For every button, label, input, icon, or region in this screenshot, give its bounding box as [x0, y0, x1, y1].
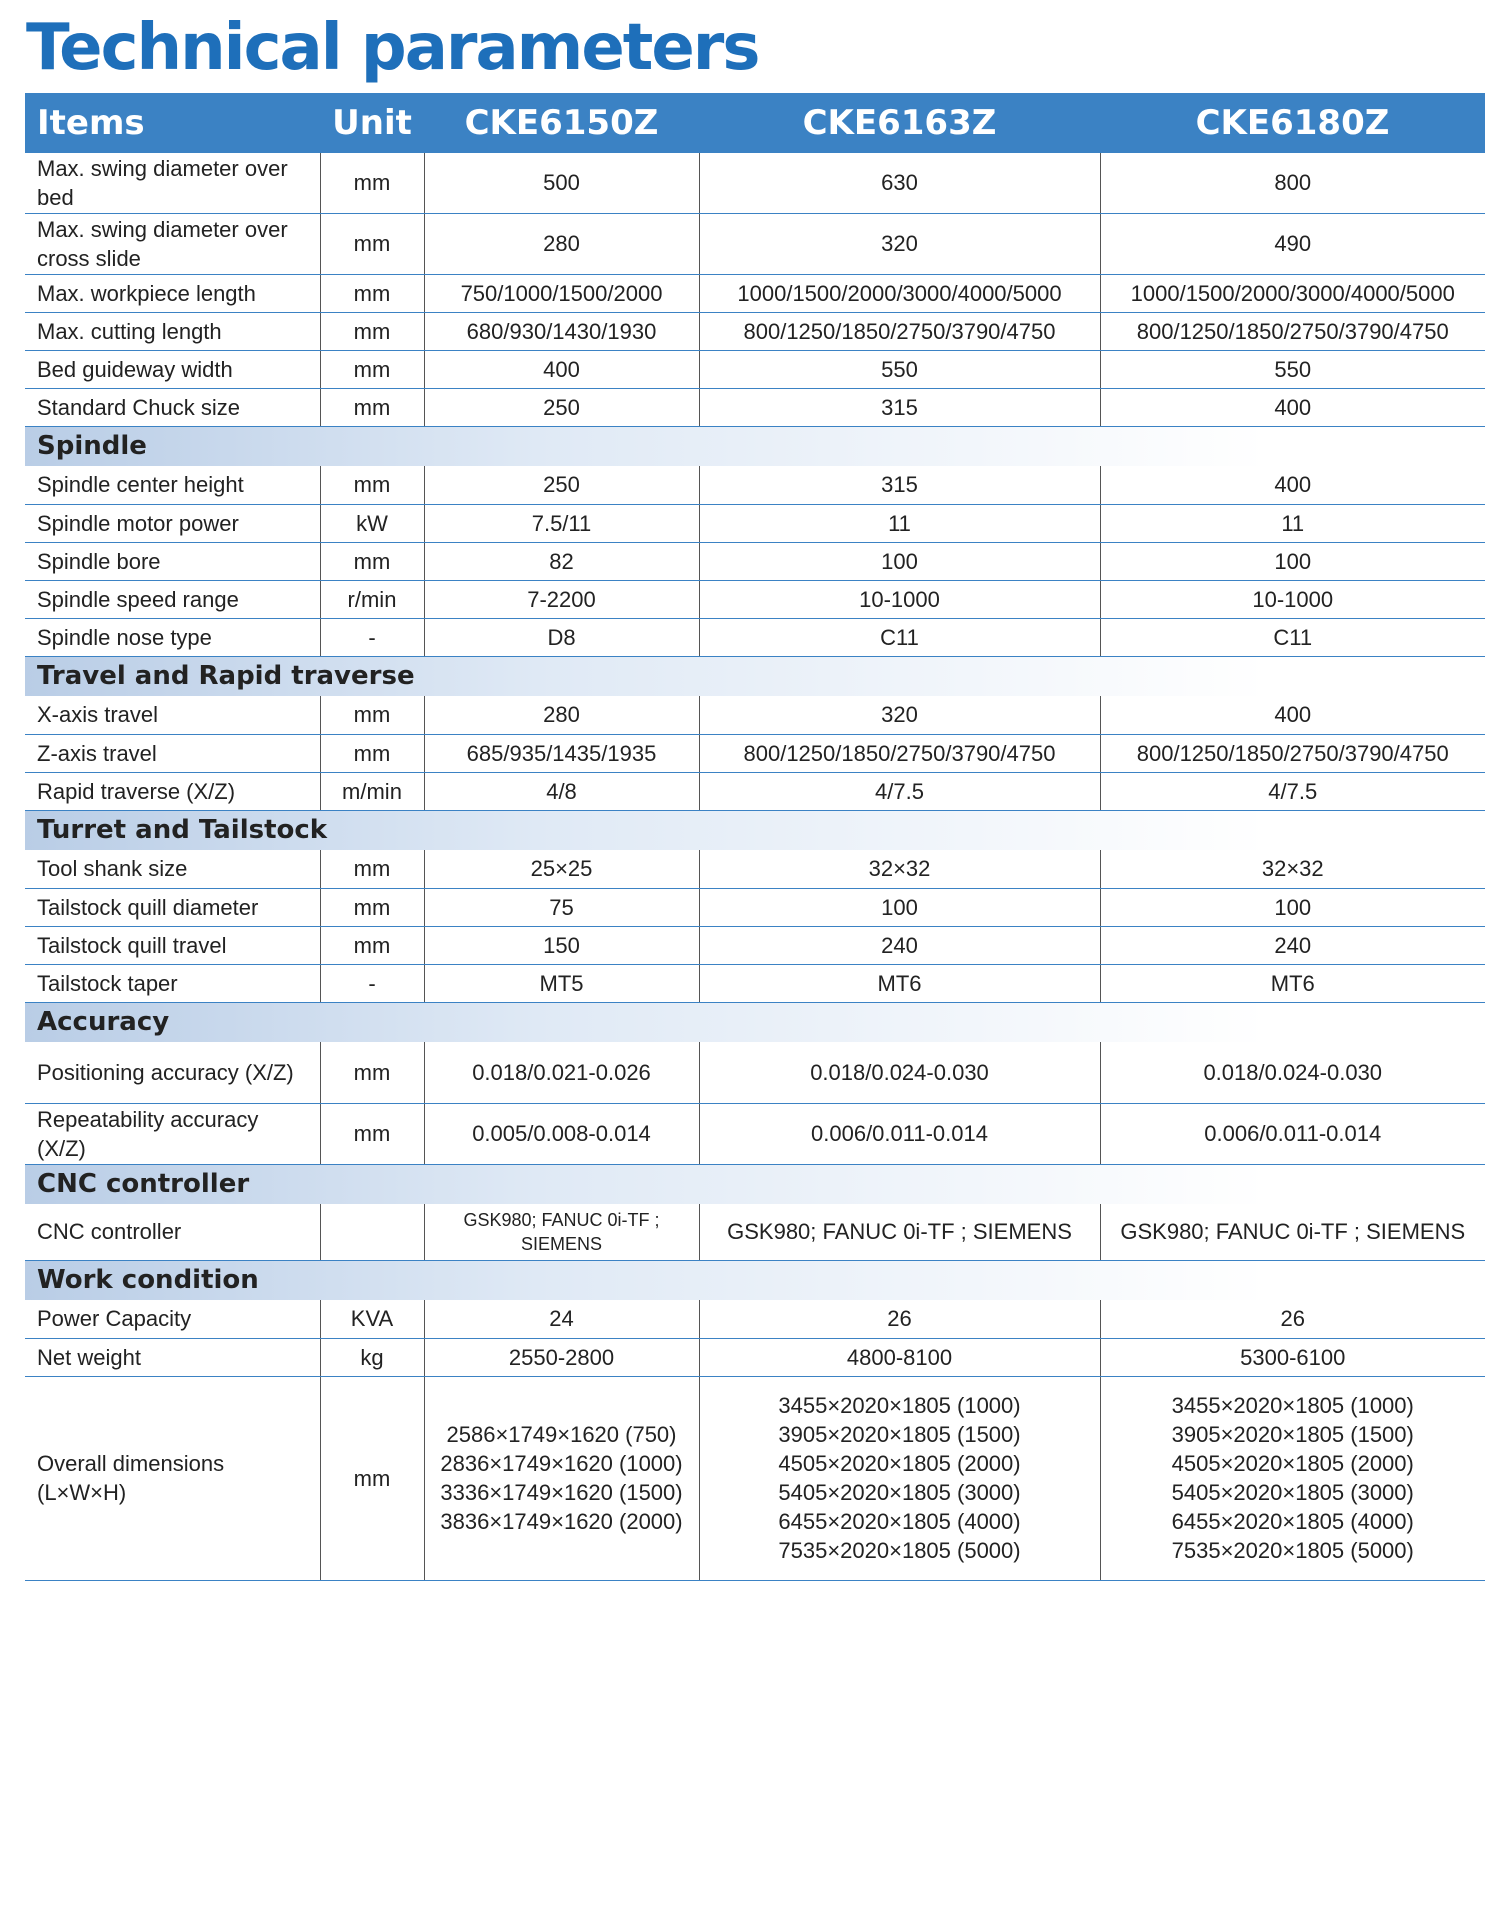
value-cell: 0.018/0.024-0.030 [1100, 1042, 1485, 1103]
value-cell [424, 1376, 699, 1580]
value-cell: 24 [424, 1300, 699, 1338]
table-row [25, 542, 1485, 580]
value-cell: 0.006/0.011-0.014 [1100, 1103, 1485, 1164]
unit-cell: mm [320, 696, 424, 734]
section-row [25, 1164, 1485, 1204]
section-row [25, 1260, 1485, 1300]
value-cell: 0.018/0.021-0.026 [424, 1042, 699, 1103]
value-cell: 100 [1100, 888, 1485, 926]
item-cell: Repeatability accuracy (X/Z) [25, 1103, 320, 1164]
item-cell: Bed guideway width [25, 350, 320, 388]
unit-cell: mm [320, 466, 424, 504]
header-model-2: CKE6163Z [699, 93, 1100, 153]
section-title: Travel and Rapid traverse [25, 656, 1485, 696]
item-cell: Tailstock quill diameter [25, 888, 320, 926]
table-row [25, 213, 1485, 274]
dimension-line: 4505×2020×1805 (2000) [1171, 1451, 1414, 1476]
value-cell: 7-2200 [424, 580, 699, 618]
value-cell: 280 [424, 696, 699, 734]
unit-cell: mm [320, 734, 424, 772]
item-cell: Rapid traverse (X/Z) [25, 772, 320, 810]
value-cell: 315 [699, 388, 1100, 426]
value-cell: 1000/1500/2000/3000/4000/5000 [1100, 274, 1485, 312]
value-cell: 4/7.5 [1100, 772, 1485, 810]
value-cell: 11 [1100, 504, 1485, 542]
value-cell: 550 [1100, 350, 1485, 388]
dimension-line: 3455×2020×1805 (1000) [778, 1393, 1021, 1418]
dimension-line: 6455×2020×1805 (4000) [778, 1509, 1021, 1534]
value-cell: MT6 [1100, 964, 1485, 1002]
section-row [25, 1002, 1485, 1042]
item-cell: Max. workpiece length [25, 274, 320, 312]
table-row [25, 580, 1485, 618]
value-cell: 550 [699, 350, 1100, 388]
value-cell: 240 [699, 926, 1100, 964]
value-cell: 280 [424, 213, 699, 274]
item-cell: Spindle center height [25, 466, 320, 504]
unit-cell: mm [320, 388, 424, 426]
value-cell: 10-1000 [1100, 580, 1485, 618]
value-cell: 26 [1100, 1300, 1485, 1338]
dimension-line: 4505×2020×1805 (2000) [778, 1451, 1021, 1476]
unit-cell: mm [320, 888, 424, 926]
value-cell: 82 [424, 542, 699, 580]
item-cell: Max. swing diameter over bed [25, 153, 320, 213]
value-cell: 1000/1500/2000/3000/4000/5000 [699, 274, 1100, 312]
section-title: Accuracy [25, 1002, 1485, 1042]
unit-cell: kg [320, 1338, 424, 1376]
dimension-line: 7535×2020×1805 (5000) [778, 1538, 1021, 1563]
section-title: Turret and Tailstock [25, 810, 1485, 850]
item-cell: X-axis travel [25, 696, 320, 734]
value-cell: 800/1250/1850/2750/3790/4750 [699, 734, 1100, 772]
value-cell: MT5 [424, 964, 699, 1002]
value-cell: 0.006/0.011-0.014 [699, 1103, 1100, 1164]
unit-cell: mm [320, 542, 424, 580]
section-row [25, 426, 1485, 466]
section-title: CNC controller [25, 1164, 1485, 1204]
unit-cell: kW [320, 504, 424, 542]
unit-cell [320, 1204, 424, 1260]
value-cell: 4/8 [424, 772, 699, 810]
item-cell: Max. swing diameter over cross slide [25, 213, 320, 274]
table-body [25, 153, 1485, 1580]
table-row [25, 1042, 1485, 1103]
unit-cell: mm [320, 926, 424, 964]
dimension-line: 7535×2020×1805 (5000) [1171, 1538, 1414, 1563]
dimension-line: 2836×1749×1620 (1000) [440, 1451, 683, 1476]
item-cell: Net weight [25, 1338, 320, 1376]
table-row [25, 772, 1485, 810]
header-model-1: CKE6150Z [424, 93, 699, 153]
unit-cell: - [320, 618, 424, 656]
item-cell: Z-axis travel [25, 734, 320, 772]
value-cell: 26 [699, 1300, 1100, 1338]
item-cell: Spindle speed range [25, 580, 320, 618]
spec-table [25, 93, 1485, 1581]
item-cell: Positioning accuracy (X/Z) [25, 1042, 320, 1103]
value-cell: 75 [424, 888, 699, 926]
table-row [25, 1204, 1485, 1260]
value-cell: 250 [424, 466, 699, 504]
item-cell: Tailstock quill travel [25, 926, 320, 964]
value-cell: 800/1250/1850/2750/3790/4750 [1100, 312, 1485, 350]
value-cell: 7.5/11 [424, 504, 699, 542]
value-cell: 250 [424, 388, 699, 426]
dimension-line: 3455×2020×1805 (1000) [1171, 1393, 1414, 1418]
unit-cell: mm [320, 350, 424, 388]
value-cell: 800 [1100, 153, 1485, 213]
value-cell: 400 [1100, 466, 1485, 504]
header-row [25, 93, 1485, 153]
value-cell: GSK980; FANUC 0i-TF ; SIEMENS [1100, 1204, 1485, 1260]
item-cell: CNC controller [25, 1204, 320, 1260]
unit-cell: - [320, 964, 424, 1002]
value-cell: 32×32 [1100, 850, 1485, 888]
table-row [25, 734, 1485, 772]
header-items: Items [25, 93, 320, 153]
unit-cell: KVA [320, 1300, 424, 1338]
table-row [25, 888, 1485, 926]
dimension-line: 3336×1749×1620 (1500) [440, 1480, 683, 1505]
value-cell: 240 [1100, 926, 1485, 964]
value-cell: D8 [424, 618, 699, 656]
value-cell: 2550-2800 [424, 1338, 699, 1376]
value-cell: 100 [1100, 542, 1485, 580]
value-cell: 680/930/1430/1930 [424, 312, 699, 350]
table-row [25, 618, 1485, 656]
value-cell: 315 [699, 466, 1100, 504]
unit-cell: mm [320, 1103, 424, 1164]
unit-cell: m/min [320, 772, 424, 810]
item-cell: Spindle nose type [25, 618, 320, 656]
value-cell: 630 [699, 153, 1100, 213]
dimension-line: 3905×2020×1805 (1500) [778, 1422, 1021, 1447]
value-cell: 32×32 [699, 850, 1100, 888]
item-cell: Tool shank size [25, 850, 320, 888]
value-cell: 685/935/1435/1935 [424, 734, 699, 772]
item-cell: Tailstock taper [25, 964, 320, 1002]
section-row [25, 656, 1485, 696]
table-row [25, 388, 1485, 426]
value-cell: 150 [424, 926, 699, 964]
dimension-line: 3905×2020×1805 (1500) [1171, 1422, 1414, 1447]
value-cell: 10-1000 [699, 580, 1100, 618]
table-row [25, 153, 1485, 213]
value-cell: 100 [699, 542, 1100, 580]
table-row [25, 312, 1485, 350]
table-row [25, 850, 1485, 888]
unit-cell: mm [320, 213, 424, 274]
value-cell [699, 1376, 1100, 1580]
item-cell: Power Capacity [25, 1300, 320, 1338]
item-cell: Spindle motor power [25, 504, 320, 542]
table-row [25, 274, 1485, 312]
value-cell: GSK980; FANUC 0i-TF ; SIEMENS [424, 1204, 699, 1260]
item-cell: Spindle bore [25, 542, 320, 580]
unit-cell: mm [320, 312, 424, 350]
header-model-3: CKE6180Z [1100, 93, 1485, 153]
table-row [25, 964, 1485, 1002]
value-cell: 400 [1100, 388, 1485, 426]
value-cell: C11 [699, 618, 1100, 656]
value-cell: 25×25 [424, 850, 699, 888]
value-cell: 320 [699, 696, 1100, 734]
table-row [25, 696, 1485, 734]
value-cell: 4/7.5 [699, 772, 1100, 810]
section-title: Work condition [25, 1260, 1485, 1300]
section-title: Spindle [25, 426, 1485, 466]
value-cell: 0.018/0.024-0.030 [699, 1042, 1100, 1103]
value-cell: 490 [1100, 213, 1485, 274]
unit-cell: mm [320, 1376, 424, 1580]
item-cell: Max. cutting length [25, 312, 320, 350]
item-cell: Overall dimensions (L×W×H) [25, 1376, 320, 1580]
value-cell: 800/1250/1850/2750/3790/4750 [1100, 734, 1485, 772]
value-cell: MT6 [699, 964, 1100, 1002]
dimension-line: 2586×1749×1620 (750) [446, 1422, 677, 1447]
table-row [25, 466, 1485, 504]
dimension-line: 5405×2020×1805 (3000) [778, 1480, 1021, 1505]
unit-cell: mm [320, 850, 424, 888]
table-row [25, 350, 1485, 388]
value-cell: 800/1250/1850/2750/3790/4750 [699, 312, 1100, 350]
value-cell: 11 [699, 504, 1100, 542]
value-cell: 400 [1100, 696, 1485, 734]
unit-cell: mm [320, 274, 424, 312]
section-row [25, 810, 1485, 850]
value-cell: 320 [699, 213, 1100, 274]
value-cell: 0.005/0.008-0.014 [424, 1103, 699, 1164]
table-header [25, 93, 1485, 153]
dimension-line: 5405×2020×1805 (3000) [1171, 1480, 1414, 1505]
table-row [25, 1338, 1485, 1376]
unit-cell: r/min [320, 580, 424, 618]
table-row [25, 1300, 1485, 1338]
value-cell: 5300-6100 [1100, 1338, 1485, 1376]
unit-cell: mm [320, 153, 424, 213]
value-cell: 4800-8100 [699, 1338, 1100, 1376]
value-cell: 400 [424, 350, 699, 388]
header-unit: Unit [320, 93, 424, 153]
table-row [25, 504, 1485, 542]
value-cell [1100, 1376, 1485, 1580]
table-row [25, 1103, 1485, 1164]
table-row [25, 926, 1485, 964]
value-cell: GSK980; FANUC 0i-TF ; SIEMENS [699, 1204, 1100, 1260]
table-row [25, 1376, 1485, 1580]
unit-cell: mm [320, 1042, 424, 1103]
value-cell: 500 [424, 153, 699, 213]
value-cell: C11 [1100, 618, 1485, 656]
value-cell: 100 [699, 888, 1100, 926]
dimension-line: 6455×2020×1805 (4000) [1171, 1509, 1414, 1534]
item-cell: Standard Chuck size [25, 388, 320, 426]
dimension-line: 3836×1749×1620 (2000) [440, 1509, 683, 1534]
value-cell: 750/1000/1500/2000 [424, 274, 699, 312]
page-title: Technical parameters [26, 11, 759, 85]
